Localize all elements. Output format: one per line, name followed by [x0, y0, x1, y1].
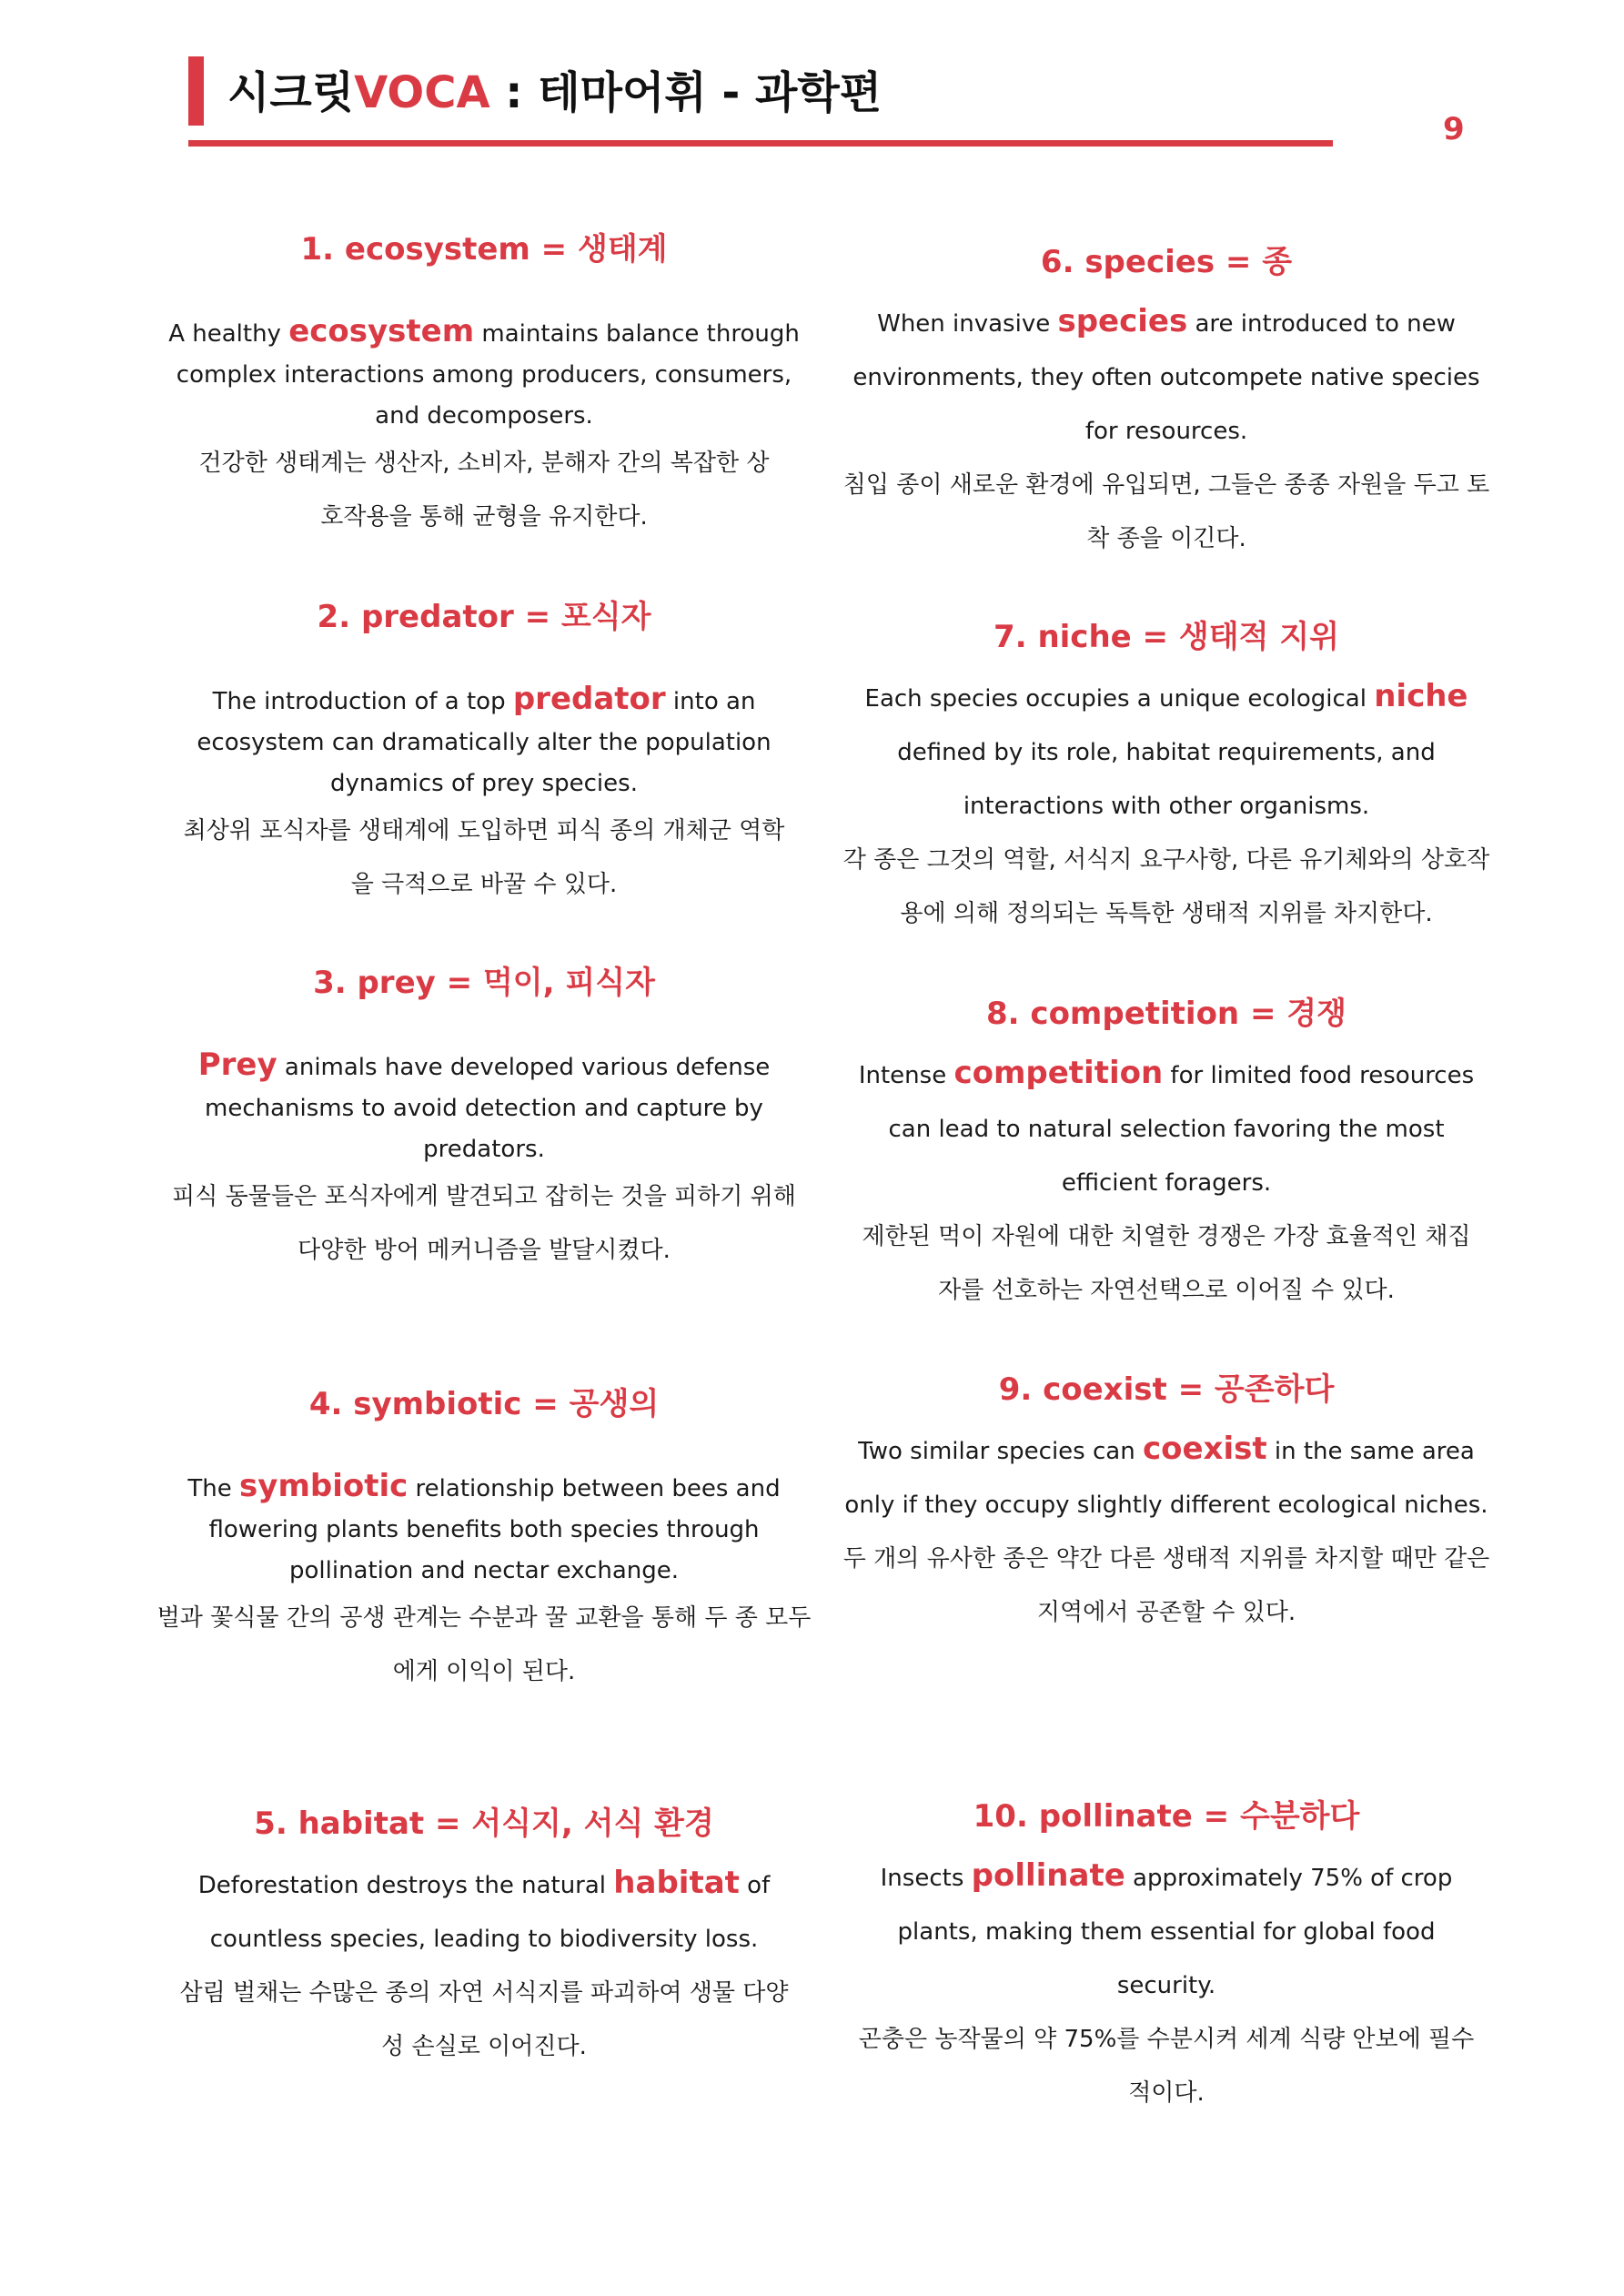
- entry-example-en: Prey animals have developed various defense mechanisms to avoid detection and capture by predators.: [197, 1047, 771, 1163]
- entry-keyword: coexist: [1142, 1431, 1267, 1467]
- entry-translation-ko: 피식 동물들은 포식자에게 발견되고 잡히는 것을 피하기 위해 다양한 방어 메커니즘을 발달시켰다.: [172, 1183, 796, 1264]
- entry-translation-ko: 침입 종이 새로운 환경에 유입되면, 그들은 종종 자원을 두고 토착 종을 이긴다.: [842, 471, 1490, 552]
- page-title: [227, 67, 882, 120]
- vocab-entry-7: [839, 617, 1494, 941]
- entry-body: [839, 1849, 1494, 2120]
- entry-translation-ko: 각 종은 그것의 역할, 서식지 요구사항, 다른 유기체와의 상호작용에 의해 정의되는 독특한 생태적 지위를 차지한다.: [842, 846, 1490, 927]
- entry-keyword: symbiotic: [239, 1468, 409, 1504]
- entry-translation-ko: 건강한 생태계는 생산자, 소비자, 분해자 간의 복잡한 상호작용을 통해 균형을 유지한다.: [198, 450, 770, 531]
- entry-title: 7. niche = 생태적 지위: [994, 619, 1339, 655]
- entry-translation-ko: 곤충은 농작물의 약 75%를 수분시켜 세계 식량 안보에 필수적이다.: [858, 2026, 1475, 2107]
- entry-example-en: The symbiotic relationship between bees and flowering plants benefits both species through pollination and nectar exchange.: [187, 1468, 781, 1584]
- entry-keyword: species: [1057, 303, 1188, 339]
- page-number: 9: [1443, 111, 1465, 147]
- entry-keyword: Prey: [197, 1047, 277, 1083]
- entry-title: 8. competition = 경쟁: [986, 996, 1347, 1032]
- header-accent-bar: [188, 56, 204, 126]
- entry-keyword: niche: [1374, 678, 1468, 714]
- entry-title: 9. coexist = 공존하다: [998, 1371, 1335, 1408]
- entry-translation-ko: 제한된 먹이 자원에 대한 치열한 경쟁은 가장 효율적인 채집자를 선호하는 자연선택으로 이어질 수 있다.: [862, 1223, 1471, 1304]
- title-suffix: : 테마어휘 - 과학편: [489, 67, 883, 118]
- entry-keyword: predator: [512, 681, 666, 717]
- vocab-entry-8: [839, 994, 1494, 1318]
- entry-body: [156, 679, 812, 912]
- entry-body: [156, 1856, 812, 2074]
- entry-translation-ko: 삼림 벌채는 수많은 종의 자연 서식지를 파괴하여 생물 다양성 손실로 이어진다.: [179, 1979, 789, 2060]
- entry-keyword: competition: [953, 1055, 1164, 1091]
- entry-title: 3. prey = 먹이, 피식자: [313, 965, 655, 1001]
- entry-title: 5. habitat = 서식지, 서식 환경: [254, 1805, 714, 1842]
- entry-example-en: The introduction of a top predator into an ecosystem can dramatically alter the population dynamics of prey species.: [197, 681, 772, 797]
- vocab-entry-1: [156, 229, 812, 544]
- entry-title: 1. ecosystem = 생태계: [300, 231, 668, 268]
- entry-title: 4. symbiotic = 공생의: [308, 1386, 660, 1422]
- entry-example-en: When invasive species are introduced to new environments, they often outcompete native species for resources.: [852, 303, 1480, 445]
- vocab-entry-6: [839, 242, 1494, 566]
- entry-body: [839, 1422, 1494, 1640]
- entry-body: [839, 295, 1494, 566]
- entry-translation-ko: 두 개의 유사한 종은 약간 다른 생태적 지위를 차지할 때만 같은 지역에서 공존할 수 있다.: [842, 1545, 1490, 1626]
- vocab-entry-5: [156, 1804, 812, 2074]
- entry-body: [839, 1047, 1494, 1318]
- title-prefix: 시크릿: [227, 67, 355, 118]
- entry-title: 2. predator = 포식자: [317, 599, 651, 635]
- vocab-entry-9: [839, 1370, 1494, 1640]
- vocab-entry-3: [156, 963, 812, 1278]
- entry-translation-ko: 벌과 꽃식물 간의 공생 관계는 수분과 꿀 교환을 통해 두 종 모두에게 이익이 된다.: [156, 1604, 812, 1685]
- entry-example-en: Deforestation destroys the natural habitat of countless species, leading to biodiversity loss.: [197, 1865, 771, 1953]
- entry-body: [156, 1045, 812, 1278]
- entry-keyword: habitat: [613, 1865, 740, 1901]
- vocab-entry-4: [156, 1384, 812, 1699]
- entry-example-en: Two similar species can coexist in the same area only if they occupy slightly different ecological niches.: [844, 1431, 1488, 1519]
- entry-example-en: Intense competition for limited food resources can lead to natural selection favoring the most efficient foragers.: [858, 1055, 1475, 1197]
- vocab-entry-10: [839, 1796, 1494, 2120]
- entry-example-en: Insects pollinate approximately 75% of crop plants, making them essential for global food security.: [880, 1857, 1453, 1999]
- entry-body: [156, 1466, 812, 1699]
- entry-body: [156, 311, 812, 544]
- entry-translation-ko: 최상위 포식자를 생태계에 도입하면 피식 종의 개체군 역학을 극적으로 바꿀 수 있다.: [183, 817, 785, 898]
- entry-example-en: A healthy ecosystem maintains balance through complex interactions among producers, consumers, and decomposers.: [168, 313, 800, 430]
- entry-title: 6. species = 종: [1040, 244, 1293, 280]
- vocab-entry-2: [156, 597, 812, 912]
- header-rule: [188, 140, 1333, 147]
- entry-title: 10. pollinate = 수분하다: [973, 1798, 1360, 1835]
- title-accent: VOCA: [354, 67, 490, 118]
- entry-keyword: ecosystem: [288, 313, 475, 349]
- entry-body: [839, 670, 1494, 941]
- entry-example-en: Each species occupies a unique ecological niche defined by its role, habitat requirements, and interactions with other organisms.: [864, 678, 1468, 820]
- entry-keyword: pollinate: [971, 1857, 1125, 1894]
